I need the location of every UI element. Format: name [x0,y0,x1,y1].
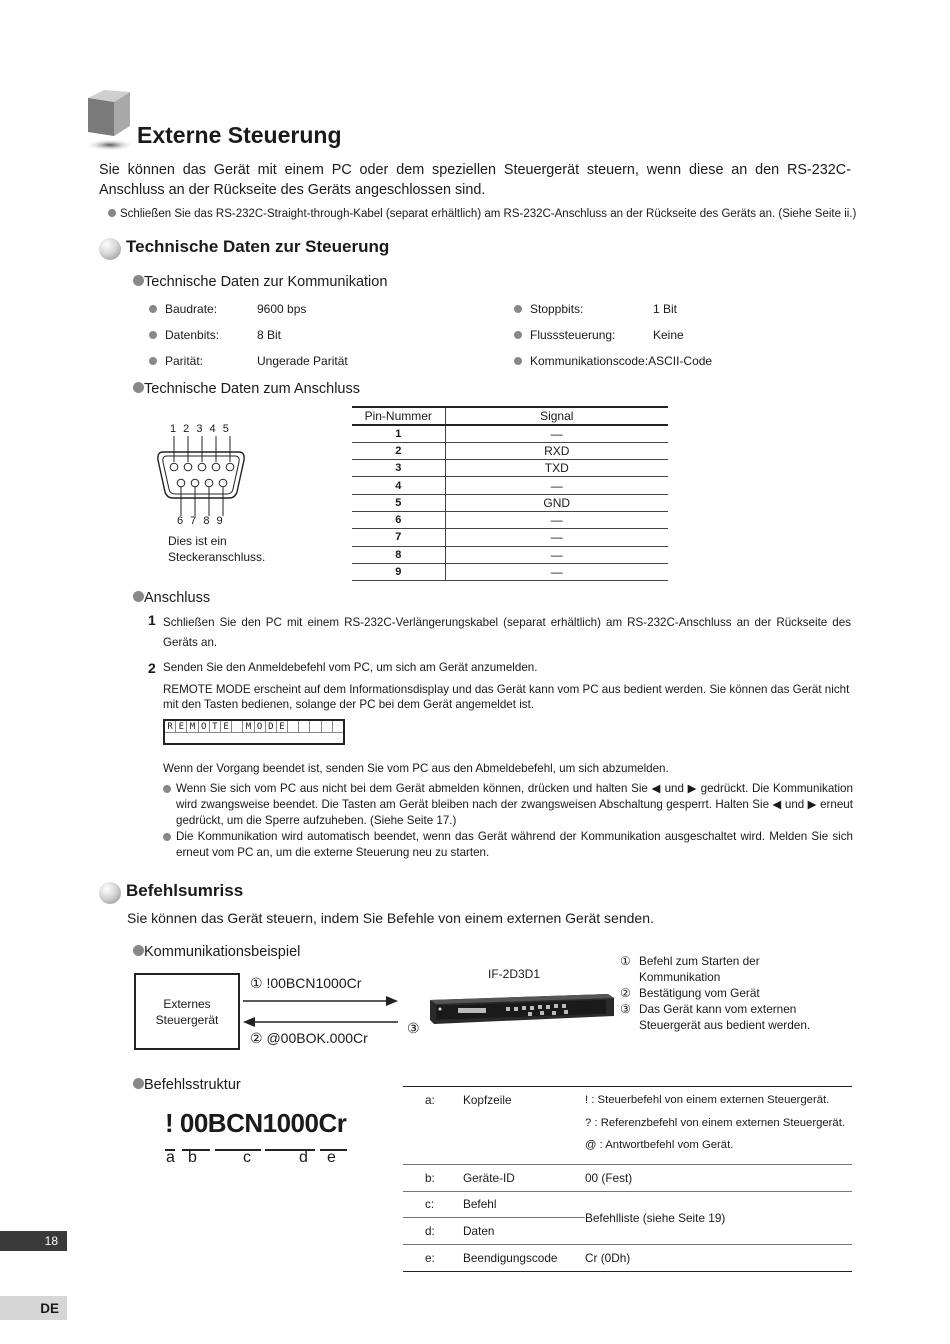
pin-number: 1 [352,425,445,442]
legend-item [620,985,810,1001]
bullet-icon [108,209,116,217]
left-arrow-icon: ◀ [651,782,661,795]
note-part: erneut gedrückt, um die Sperre aufzuheben. (Siehe Seite 17.) [176,798,853,827]
diagram-legend [620,953,810,1033]
command-structure-example: ! 00BCN1000Cr [165,1108,347,1138]
table-row [403,1245,852,1272]
table-row [352,529,668,546]
pin-number: 2 [352,442,445,459]
subheading-text: Technische Daten zum Anschluss [144,381,360,397]
comm-label: Baudrate: [165,302,218,316]
connector-caption [168,533,265,565]
table-row [352,546,668,563]
left-arrow-icon: ◀ [772,798,782,811]
cmd-name: Daten [463,1223,495,1238]
cmd-name: Geräte-ID [463,1170,515,1185]
lcd-char [288,721,299,733]
right-arrow-icon: ▶ [807,798,817,811]
step2-number: 2 [148,660,156,676]
comm-label: Stoppbits: [530,302,584,316]
comm-value: ASCII-Code [648,354,713,368]
lcd-char: E [176,721,187,733]
step2-text: Senden Sie den Anmeldebefehl vom PC, um sich am Gerät anzumelden. [163,661,538,674]
legend-line: Befehl zum Starten der [639,954,760,968]
command-letter-a: a [166,1149,175,1166]
step1-text [163,613,851,653]
note-part: Wenn Sie sich vom PC aus nicht bei dem Gerät abmelden können, drücken und halten Sie [176,782,648,795]
table-row [352,442,668,459]
cmd-key: b: [425,1170,435,1185]
lcd-char [322,721,333,733]
connector-bottom-pins: 6 7 8 9 [177,515,224,527]
page-title: Externe Steuerung [137,122,342,148]
pin-signal: RXD [445,442,668,459]
step1-number: 1 [148,612,156,628]
cmd-reply-label: ② @00BOK.000Cr [250,1030,368,1046]
comm-value: 1 Bit [653,302,678,316]
lcd-char: E [221,721,232,733]
bullet-icon [133,945,144,956]
pin-signal: TXD [445,460,668,477]
legend-number: ③ [620,1002,631,1016]
bullet-icon [133,275,144,286]
pin-number: 6 [352,511,445,528]
bullet-icon [149,305,157,313]
pin-signal: — [445,477,668,494]
comm-item [514,328,712,354]
bullet-icon [514,331,522,339]
command-letter-b: b [188,1149,197,1166]
bullet-icon [163,785,171,793]
lcd-char: E [277,721,288,733]
comm-label: Flusssteuerung: [530,328,616,342]
device-box-line: Externes [163,996,211,1011]
cmd-desc: ! : Steuerbefehl von einem externen Steuergerät. [585,1094,830,1106]
legend-number: ① [620,954,631,968]
table-row [352,460,668,477]
bullet-icon [149,357,157,365]
note-text: Die Kommunikation wird automatisch beendet, wenn das Gerät während der Kommunikation ausgeschaltet wird. Melden Sie sich erneut vom PC an, um die externe Steuerung neu zu starten. [176,830,853,859]
subheading-text: Befehlsstruktur [144,1077,241,1093]
cmd-key: e: [425,1250,435,1265]
legend-number: ② [620,986,631,1000]
arrow-right-icon [243,994,398,1006]
section-ball-icon [99,238,121,260]
cmd-key: a: [425,1093,435,1107]
device-name-label: IF-2D3D1 [488,967,541,981]
pin-signal: — [445,425,668,442]
intro-note [108,208,868,220]
command-letter-e: e [327,1149,336,1166]
section-heading-steuerung: Technische Daten zur Steuerung [126,237,390,256]
connector-top-pins: 1 2 3 4 5 [170,423,230,435]
comm-item [514,354,712,380]
comm-right-list [514,302,712,380]
note-text [163,781,853,829]
note-part: und [664,782,684,795]
note-part: gedrückt. Die Kommunikation wird zwangsweise beendet. Die Tasten am Gerät bleiben nach der zwangsweisen Abschaltung gesperrt. Halten Sie [176,782,853,811]
comm-value: 8 Bit [257,328,282,342]
lcd-char: M [187,721,198,733]
pin-signal: — [445,529,668,546]
cmd-desc: @ : Antwortbefehl vom Gerät. [585,1139,734,1151]
pin-number: 3 [352,460,445,477]
cmd-name: Kopfzeile [463,1093,512,1107]
lcd-char [310,721,321,733]
subheading-text: Kommunikationsbeispiel [144,944,301,960]
subheading-anschluss [133,590,210,606]
comm-label: Kommunikationscode: [530,354,649,368]
table-row [352,477,668,494]
page-number-tab [0,1231,67,1251]
device-unit-image [428,990,616,1026]
section-ball-icon [99,882,121,904]
pin-number: 5 [352,494,445,511]
subheading-kommunikation [133,274,387,290]
lcd-char: M [243,721,254,733]
cmd-desc: 00 (Fest) [585,1170,633,1185]
table-row [352,494,668,511]
table-row [352,563,668,580]
lcd-char: O [255,721,266,733]
language-label: DE [40,1300,59,1316]
pin-signal: — [445,563,668,580]
arrow-left-icon [243,1015,398,1027]
cmd-send-label: ① !00BCN1000Cr [250,975,362,991]
comm-value: Ungerade Parität [257,354,348,368]
command-letter-d: d [299,1149,308,1166]
lcd-char [232,721,243,733]
pin-table-header [352,407,668,425]
comm-label: Parität: [165,354,204,368]
step3-marker: ③ [407,1020,420,1036]
bullet-icon [514,357,522,365]
right-arrow-icon: ▶ [687,782,697,795]
lcd-char: T [210,721,221,733]
intro-note-text: Schließen Sie das RS-232C-Straight-through-Kabel (separat erhältlich) am RS-232C-Anschluss an der Rückseite des Geräts an. (Siehe Seite ii.) [120,208,857,220]
pin-signal: — [445,511,668,528]
command-letter-c: c [243,1149,251,1166]
intro-text: Sie können das Gerät mit einem PC oder dem speziellen Steuergerät steuern, wenn diese an den RS-232C-Anschluss an der Rückseite des Geräts angeschlossen sind. [99,162,851,198]
bullet-icon [149,331,157,339]
caption-line: Dies ist ein [168,534,227,548]
table-row [403,1192,585,1218]
cmd-key: c: [425,1197,435,1211]
subheading-befehlsstruktur [133,1077,241,1093]
step1-line: Geräts an. [163,636,218,649]
lcd-display [163,719,345,745]
table-row [403,1087,852,1165]
bullet-icon [133,382,144,393]
legend-line: Das Gerät kann vom externen [639,1002,797,1016]
language-tab [0,1296,67,1320]
column-header: Pin-Nummer [352,407,445,425]
section-heading-befehlsumriss: Befehlsumriss [126,881,244,900]
lcd-char: D [266,721,277,733]
legend-item [620,1001,810,1033]
subheading-anschluss-daten [133,381,360,397]
comm-item [149,354,348,380]
external-device-box [134,973,240,1050]
caption-line: Steckeranschluss. [168,550,266,564]
table-row [352,425,668,442]
cmd-name: Befehl [463,1197,497,1211]
title-cube-icon [84,88,136,154]
legend-line: Kommunikation [639,970,721,984]
page-number: 18 [44,1234,58,1248]
logout-text: Wenn der Vorgang beendet ist, senden Sie vom PC aus den Abmeldebefehl, um sich abzumelden. [163,762,669,775]
subheading-kommunikationsbeispiel [133,944,300,960]
column-header: Signal [445,407,668,425]
subheading-text: Anschluss [144,590,211,606]
comm-left-list [149,302,348,380]
table-row [403,1165,852,1192]
cmd-desc: ? : Referenzbefehl von einem externen Steuergerät. [585,1116,845,1129]
pin-signal: GND [445,494,668,511]
legend-line: Steuergerät aus bedient werden. [639,1018,811,1032]
bullet-icon [163,833,171,841]
step1-line: Schließen Sie den PC mit einem RS-232C-Verlängerungskabel (separat erhältlich) am RS-232C-Anschluss an der Rückseite des [163,616,851,629]
pin-number: 9 [352,563,445,580]
legend-item [620,953,810,985]
table-row [352,511,668,528]
cmd-name: Beendigungscode [463,1250,558,1265]
device-box-line: Steuergerät [155,1012,219,1027]
db9-connector-icon [155,436,247,518]
pin-signal: — [445,546,668,563]
command-underlines [165,1139,347,1143]
note-auto-end [163,829,853,861]
comm-value: Keine [653,328,684,342]
table-row-group [403,1192,852,1245]
comm-value: 9600 bps [257,302,307,316]
bullet-icon [133,591,144,602]
step2-detail: REMOTE MODE erscheint auf dem Informationsdisplay und das Gerät kann vom PC aus bedient werden. Sie können das Gerät nicht mit den Tasten bedienen, solange der PC bei dem Gerät angemeldet ist. [163,683,850,711]
bullet-icon [133,1078,144,1089]
lcd-char: O [199,721,210,733]
pin-number: 7 [352,529,445,546]
lcd-char [333,721,343,733]
comm-item [149,328,348,354]
note-forced-logout [163,781,853,829]
cmd-desc: Befehlliste (siehe Seite 19) [585,1210,726,1225]
table-row [403,1218,585,1244]
comm-label: Datenbits: [165,328,220,342]
cmd-desc: Cr (0Dh) [585,1250,631,1265]
comm-item [149,302,348,328]
legend-line: Bestätigung vom Gerät [639,986,760,1000]
pin-number: 8 [352,546,445,563]
cmd-key: d: [425,1223,435,1238]
pin-table [352,406,668,581]
lcd-char: R [165,721,176,733]
pin-number: 4 [352,477,445,494]
section2-intro: Sie können das Gerät steuern, indem Sie Befehle von einem externen Gerät senden. [127,910,654,926]
subheading-text: Technische Daten zur Kommunikation [144,274,388,290]
note-part: und [784,798,805,811]
command-table [403,1086,852,1272]
bullet-icon [514,305,522,313]
comm-item [514,302,712,328]
lcd-char [299,721,310,733]
